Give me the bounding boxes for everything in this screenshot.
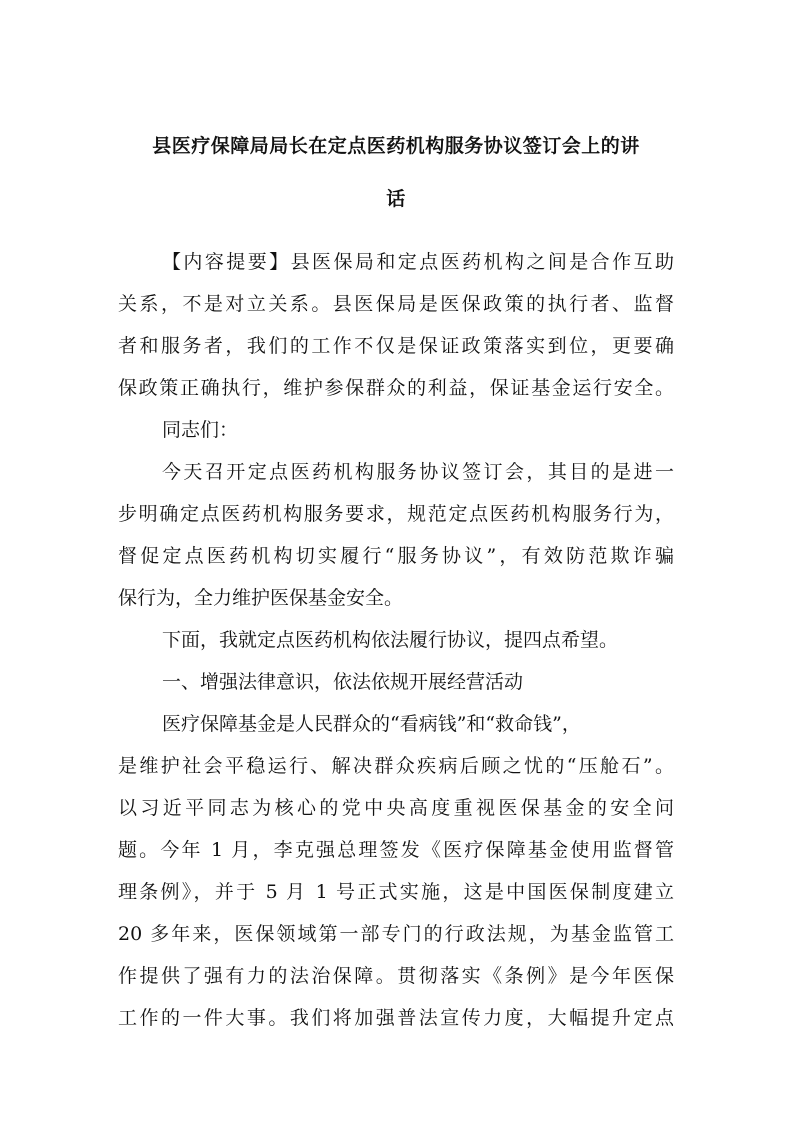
paragraph-line: 以习近平同志为核心的党中央高度重视医保基金的安全问: [118, 797, 674, 819]
paragraph-line: 下面，我就定点医药机构依法履行协议，提四点希望。: [162, 629, 619, 651]
summary-line: 保政策正确执行，维护参保群众的利益，保证基金运行安全。: [118, 377, 674, 399]
salutation: 同志们：: [162, 419, 239, 441]
paragraph-line: 步明确定点医药机构服务要求，规范定点医药机构服务行为，: [118, 503, 674, 525]
paragraph-line: 理条例》，并于 5 月 1 号正式实施，这是中国医保制度建立: [118, 881, 674, 903]
paragraph-line: 题。今年 1 月，李克强总理签发《医疗保障基金使用监督管: [118, 839, 674, 861]
summary-line: 【内容提要】县医保局和定点医药机构之间是合作互助: [162, 251, 674, 273]
document-title-line-2: 话: [386, 188, 406, 210]
document-title-line-1: 县医疗保障局局长在定点医药机构服务协议签订会上的讲: [152, 135, 640, 157]
paragraph-line: 20 多年来，医保领域第一部专门的行政法规，为基金监管工: [118, 923, 674, 945]
section-heading: 一、增强法律意识，依法依规开展经营活动: [162, 671, 524, 693]
paragraph-line: 医疗保障基金是人民群众的“看病钱”和“救命钱”，: [162, 713, 581, 735]
paragraph-line: 是维护社会平稳运行、解决群众疾病后顾之忧的“压舱石”。: [118, 755, 674, 777]
paragraph-line: 作提供了强有力的法治保障。贯彻落实《条例》是今年医保: [118, 965, 674, 987]
paragraph-line: 工作的一件大事。我们将加强普法宣传力度，大幅提升定点: [118, 1007, 674, 1029]
summary-line: 者和服务者，我们的工作不仅是保证政策落实到位，更要确: [118, 335, 674, 357]
summary-line: 关系，不是对立关系。县医保局是医保政策的执行者、监督: [118, 293, 674, 315]
paragraph-line: 保行为，全力维护医保基金安全。: [118, 587, 404, 609]
paragraph-line: 今天召开定点医药机构服务协议签订会，其目的是进一: [162, 461, 674, 483]
paragraph-line: 督促定点医药机构切实履行“服务协议”，有效防范欺诈骗: [118, 545, 674, 567]
